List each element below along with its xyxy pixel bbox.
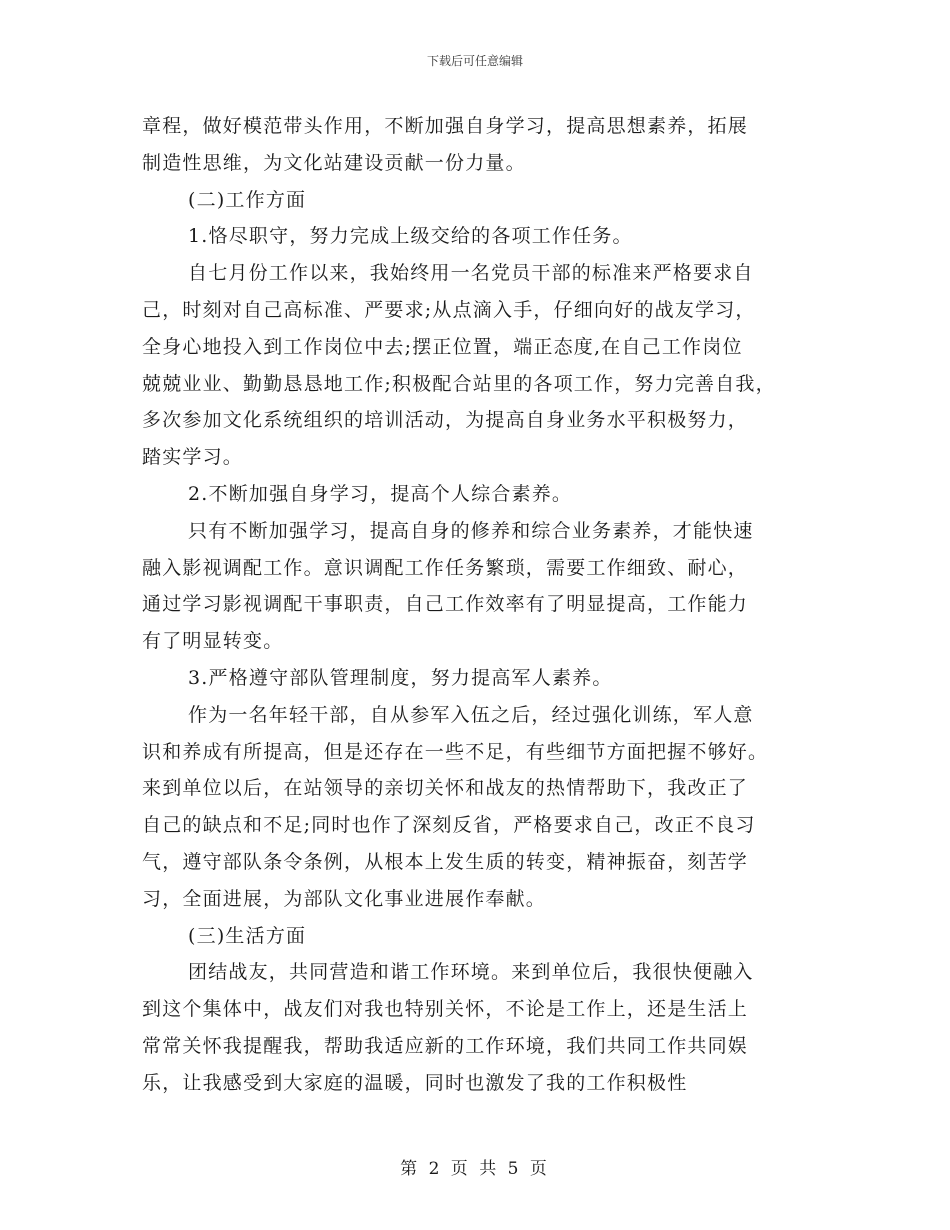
text-line: 多次参加文化系统组织的培训活动，为提高自身业务水平积极努力， xyxy=(142,409,749,432)
text-line: 全身心地投入到工作岗位中去;摆正位置，端正态度,在自己工作岗位 xyxy=(142,335,743,358)
text-line: 通过学习影视调配干事职责，自己工作效率有了明显提高，工作能力 xyxy=(142,593,749,616)
text-line: 踏实学习。 xyxy=(142,446,244,469)
text-line: 3.严格遵守部队管理制度，努力提高军人素养。 xyxy=(188,666,613,689)
text-line: 融入影视调配工作。意识调配工作任务繁琐，需要工作细致、耐心， xyxy=(142,556,749,579)
text-line: 气，遵守部队条令条例，从根本上发生质的转变，精神振奋，刻苦学 xyxy=(142,850,749,873)
text-line: 自七月份工作以来，我始终用一名党员干部的标准来严格要求自 xyxy=(188,262,754,285)
text-line: 团结战友，共同营造和谐工作环境。来到单位后，我很快便融入 xyxy=(188,961,754,984)
text-line: 己，时刻对自己高标准、严要求;从点滴入手，仔细向好的战友学习， xyxy=(142,298,756,321)
text-line: 来到单位以后，在站领导的亲切关怀和战友的热情帮助下，我改正了 xyxy=(142,777,749,800)
text-line: 只有不断加强学习，提高自身的修养和综合业务素养，才能快速 xyxy=(188,519,754,542)
text-line: (三)生活方面 xyxy=(188,924,307,947)
text-line: 作为一名年轻干部，自从参军入伍之后，经过强化训练，军人意 xyxy=(188,703,754,726)
text-line: 识和养成有所提高，但是还存在一些不足，有些细节方面把握不够好。 xyxy=(142,740,769,763)
text-line: 习，全面进展，为部队文化事业进展作奉献。 xyxy=(142,887,547,910)
text-line: 兢兢业业、勤勤恳恳地工作;积极配合站里的各项工作，努力完善自我， xyxy=(142,372,776,395)
text-line: 章程，做好模范带头作用，不断加强自身学习，提高思想素养，拓展 xyxy=(142,115,749,137)
text-line: 自己的缺点和不足;同时也作了深刻反省，严格要求自己，改正不良习 xyxy=(142,814,756,837)
text-line: 常常关怀我提醒我，帮助我适应新的工作环境，我们共同工作共同娱 xyxy=(142,1034,749,1057)
text-line: 制造性思维，为文化站建设贡献一份力量。 xyxy=(142,151,526,174)
page-header: 下载后可任意编辑 xyxy=(426,54,523,68)
text-line: 2.不断加强自身学习，提高个人综合素养。 xyxy=(188,482,573,505)
text-line: 1.恪尽职守，努力完成上级交给的各项工作任务。 xyxy=(188,225,633,248)
text-line: (二)工作方面 xyxy=(188,188,307,211)
text-line: 乐，让我感受到大家庭的温暖，同时也激发了我的工作积极性 xyxy=(142,1071,688,1094)
document-body xyxy=(142,108,832,1102)
text-line: 有了明显转变。 xyxy=(142,630,284,653)
page-number: 第 2 页 共 5 页 xyxy=(400,1159,550,1179)
text-line: 到这个集体中，战友们对我也特别关怀，不论是工作上，还是生活上 xyxy=(142,998,749,1021)
